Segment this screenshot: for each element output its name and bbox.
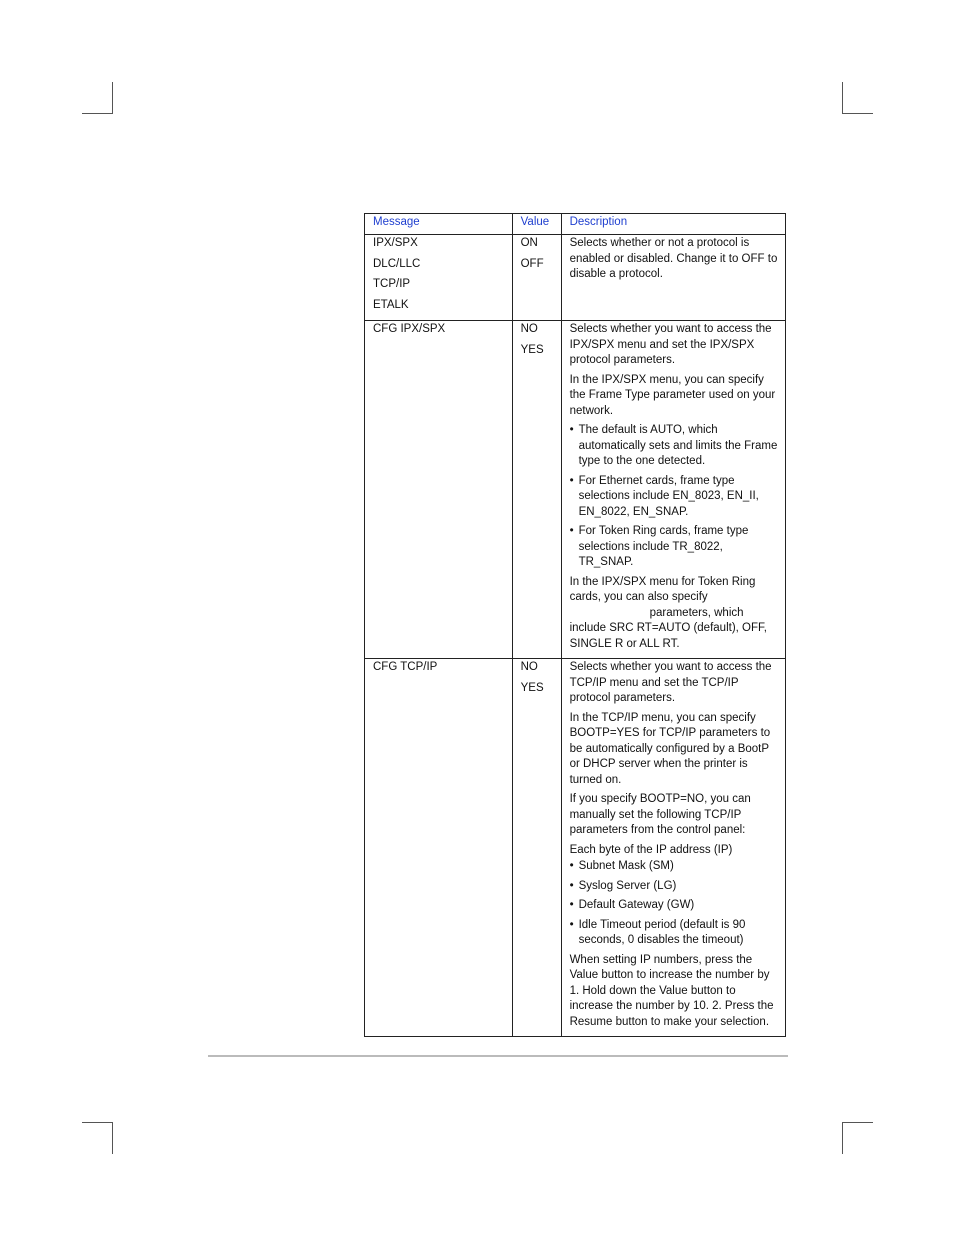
- message-item: CFG TCP/IP: [373, 661, 438, 673]
- bullet-text: The default is AUTO, which automatically sets and limits the Frame type to the one detected.: [578, 424, 778, 467]
- description-paragraph: In the IPX/SPX menu, you can specify the Frame Type parameter used on your network.: [569, 373, 776, 417]
- header-message: Message: [365, 214, 513, 235]
- value-item: ON: [520, 237, 538, 249]
- header-value: Value: [512, 214, 561, 235]
- description-paragraph: Selects whether or not a protocol is enabled or disabled. Change it to OFF to disable a protocol.: [569, 237, 778, 280]
- bullet-glyph: •: [569, 424, 574, 436]
- message-cell: [365, 659, 513, 1037]
- crop-mark: [842, 82, 843, 114]
- bullet-glyph: •: [569, 918, 574, 931]
- description-paragraph: Selects whether you want to access the TCP/IP menu and set the TCP/IP protocol parameters.: [569, 661, 772, 704]
- description-paragraph: [570, 575, 778, 653]
- crop-mark: [843, 1122, 873, 1123]
- value-item: NO: [520, 323, 538, 335]
- value-item: NO: [520, 661, 538, 673]
- message-cell: [365, 321, 513, 659]
- description-cell: [561, 659, 785, 1037]
- message-item: TCP/IP: [373, 278, 411, 290]
- bullet-glyph: •: [569, 860, 574, 872]
- crop-mark: [843, 113, 873, 114]
- value-item: YES: [520, 681, 544, 694]
- bullet-item: [570, 474, 778, 521]
- value-item: YES: [520, 343, 544, 356]
- description-cell: [561, 235, 785, 321]
- description-paragraph: In the TCP/IP menu, you can specify BOOTP=YES for TCP/IP parameters to be automatically configured by a BootP or DHCP server when the printer is turned on.: [569, 711, 771, 786]
- bullet-text: For Ethernet cards, frame type selections include EN_8023, EN_II, EN_8022, EN_SNAP.: [578, 474, 759, 518]
- crop-mark: [112, 1122, 113, 1154]
- description-cell: [561, 321, 785, 659]
- header-description: Description: [561, 214, 785, 235]
- table-row: [365, 235, 786, 321]
- message-item: ETALK: [373, 298, 409, 311]
- table-header-row: [365, 214, 786, 235]
- message-item: CFG IPX/SPX: [373, 323, 446, 335]
- description-paragraph: When setting IP numbers, press the Value button to increase the number by 1. Hold down the Value button to increase the number by 10. 2. Press the Resume button to make your selection.: [569, 953, 774, 1028]
- bullet-item: [570, 879, 778, 895]
- bullet-glyph: •: [569, 525, 574, 537]
- bullet-glyph: •: [569, 899, 574, 911]
- bullet-item: [570, 898, 778, 914]
- crop-mark: [82, 1122, 112, 1123]
- bullet-item: [570, 423, 778, 470]
- footer-rule: [208, 1055, 788, 1057]
- protocol-table: [364, 213, 786, 1037]
- bullet-glyph: •: [569, 474, 574, 487]
- message-item: DLC/LLC: [373, 257, 421, 270]
- crop-mark: [842, 1122, 843, 1154]
- bullet-glyph: •: [569, 879, 574, 892]
- description-text: parameters, which include SRC RT=AUTO (default), OFF, SINGLE R or ALL RT.: [569, 606, 767, 650]
- bullet-text: Syslog Server (LG): [578, 879, 677, 892]
- message-item: IPX/SPX: [373, 237, 418, 249]
- description-text: In the IPX/SPX menu for Token Ring cards, you can also specify: [569, 575, 756, 603]
- message-cell: [365, 235, 513, 321]
- bullet-text: For Token Ring cards, frame type selections include TR_8022, TR_SNAP.: [578, 525, 749, 568]
- bullet-item: [570, 524, 778, 571]
- bullet-item: [570, 918, 778, 949]
- description-paragraph: Selects whether you want to access the IPX/SPX menu and set the IPX/SPX protocol parameters.: [569, 323, 772, 366]
- crop-mark: [112, 82, 113, 114]
- value-cell: [512, 321, 561, 659]
- bullet-text: Default Gateway (GW): [578, 899, 695, 911]
- bullet-text: Idle Timeout period (default is 90 seconds, 0 disables the timeout): [578, 918, 746, 946]
- bullet-item: [570, 859, 778, 875]
- table-row: [365, 321, 786, 659]
- description-paragraph: If you specify BOOTP=NO, you can manually set the following TCP/IP parameters from the control panel:: [569, 793, 751, 836]
- table-row: [365, 659, 786, 1037]
- value-cell: [512, 235, 561, 321]
- description-paragraph: Each byte of the IP address (IP): [569, 843, 733, 856]
- value-cell: [512, 659, 561, 1037]
- crop-mark: [82, 113, 112, 114]
- bullet-text: Subnet Mask (SM): [578, 860, 674, 872]
- value-item: OFF: [520, 257, 544, 270]
